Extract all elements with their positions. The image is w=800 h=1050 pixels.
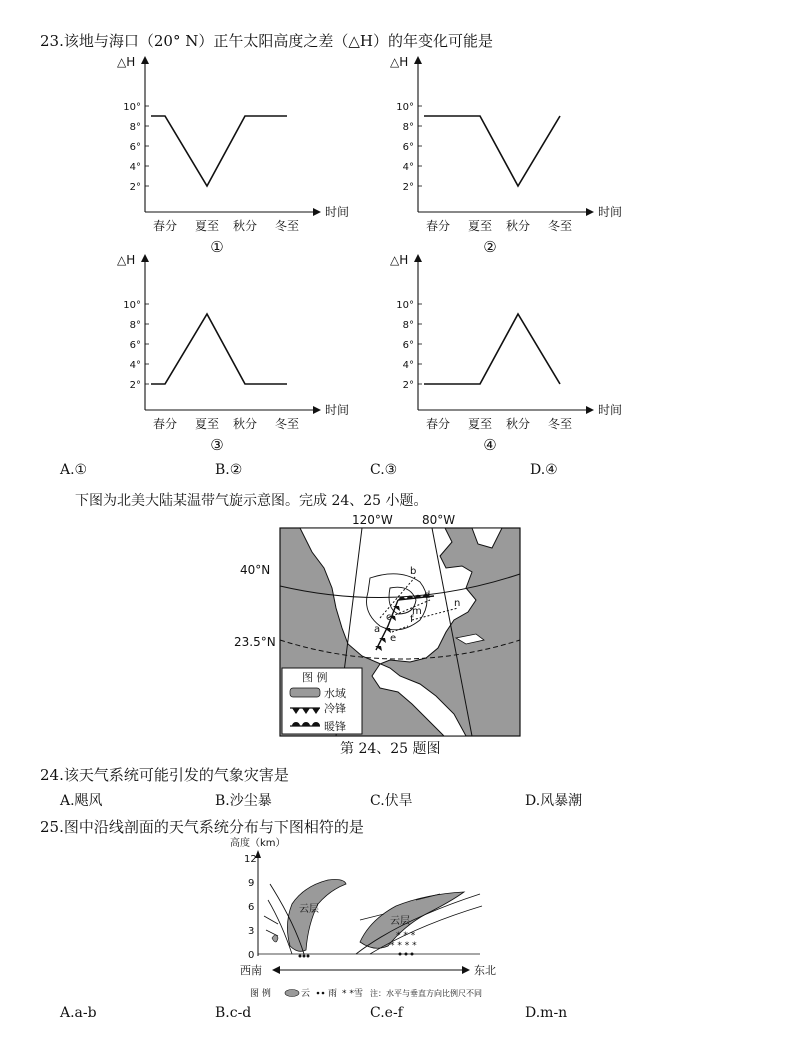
- chart2-x-tick: 冬至: [547, 219, 573, 233]
- chart4-x-tick: 秋分: [505, 417, 531, 431]
- chart1-y-label: △H: [117, 55, 136, 69]
- section-legend-rain: 雨: [328, 989, 338, 999]
- section-legend-cloud: 云: [301, 989, 311, 999]
- chart1-x-tick: 春分: [152, 219, 178, 233]
- point-n: n: [454, 598, 461, 609]
- chart4-y-label: △H: [390, 253, 409, 267]
- q23-stem: 23.该地与海口（20° N）正午太阳高度之差（△H）的年变化可能是: [40, 32, 493, 50]
- q23-option-c[interactable]: C.③: [370, 462, 398, 478]
- legend-warm-symbol: [292, 722, 320, 726]
- lon2-label: 80°W: [422, 513, 456, 527]
- intro-text: 下图为北美大陆某温带气旋示意图。完成 24、25 小题。: [75, 493, 428, 509]
- section-y-title: 高度（km）: [230, 838, 286, 849]
- cloud-left: [287, 880, 346, 952]
- q24-option-c[interactable]: C.伏旱: [370, 793, 413, 809]
- lon1-label: 120°W: [352, 513, 393, 527]
- point-m: m: [412, 606, 422, 617]
- point-d: d: [424, 590, 431, 601]
- chart2-y-tick: 6°: [402, 142, 414, 153]
- chart1-number: ①: [210, 238, 224, 256]
- svg-text:* * * *: * * * *: [390, 941, 417, 951]
- section-y-tick-9: 9: [248, 878, 255, 889]
- chart4-y-tick: 2°: [402, 380, 414, 391]
- svg-text:* * *: * * *: [396, 931, 416, 941]
- chart2-x-tick: 秋分: [505, 219, 531, 233]
- chart3-x-label: 时间: [325, 403, 350, 417]
- chart1-y-tick: 10°: [123, 102, 141, 113]
- q25-option-a[interactable]: A.a-b: [60, 1005, 97, 1021]
- chart3-y-tick: 4°: [129, 360, 141, 371]
- chart4-x-label: 时间: [598, 403, 623, 417]
- point-b: b: [410, 566, 417, 577]
- legend-cold-symbol: [292, 708, 320, 714]
- chart4-y-tick: 6°: [402, 340, 414, 351]
- q25-option-c[interactable]: C.e-f: [370, 1005, 403, 1021]
- svg-text:* *: * *: [342, 989, 354, 999]
- q24-option-d[interactable]: D.风暴潮: [525, 793, 583, 809]
- chart4-number: ④: [483, 436, 497, 454]
- point-a: a: [374, 624, 381, 635]
- chart2-y-tick: 4°: [402, 162, 414, 173]
- section-y-tick-6: 6: [248, 902, 255, 913]
- chart2-x-label: 时间: [598, 205, 623, 219]
- chart2-x-tick: 夏至: [467, 219, 493, 233]
- section-east: 东北: [474, 964, 496, 977]
- q23-option-a[interactable]: A.①: [60, 462, 88, 478]
- chart2-y-tick: 10°: [396, 102, 414, 113]
- section-y-tick-12: 12: [244, 854, 257, 865]
- q25-option-d[interactable]: D.m-n: [525, 1005, 568, 1021]
- chart1-series-line: [151, 116, 287, 186]
- chart3-number: ③: [210, 436, 224, 454]
- legend-cold-label: 冷锋: [324, 702, 346, 715]
- cloud-label-2: 云层: [390, 916, 410, 927]
- cross-section-figure: [220, 834, 540, 1004]
- q25-stem: 25.图中沿线剖面的天气系统分布与下图相符的是: [40, 818, 364, 836]
- chart4-y-tick: 8°: [402, 320, 414, 331]
- cyclone-map: [234, 508, 540, 758]
- chart3-y-tick: 2°: [129, 380, 141, 391]
- section-west: 西南: [240, 964, 262, 977]
- chart3-y-label: △H: [117, 253, 136, 267]
- chart1-x-tick: 冬至: [274, 219, 300, 233]
- q24-option-a[interactable]: A.飓风: [60, 793, 103, 809]
- section-y-tick-0: 0: [248, 950, 255, 961]
- point-f: f: [410, 614, 414, 625]
- section-y-tick-3: 3: [248, 926, 255, 937]
- q24-option-b[interactable]: B.沙尘暴: [215, 793, 272, 809]
- lat1-label: 40°N: [240, 563, 271, 577]
- point-c: c: [386, 612, 392, 623]
- q24-stem: 24.该天气系统可能引发的气象灾害是: [40, 766, 289, 784]
- chart2-series-line: [424, 116, 560, 186]
- lat2-label: 23.5°N: [234, 635, 276, 649]
- chart4-y-tick: 10°: [396, 300, 414, 311]
- chart3-x-tick: 冬至: [274, 417, 300, 431]
- chart1-x-tick: 夏至: [194, 219, 220, 233]
- chart1-y-tick: 6°: [129, 142, 141, 153]
- chart3-series-line: [151, 314, 287, 384]
- chart2-y-tick: 8°: [402, 122, 414, 133]
- chart3-x-tick: 春分: [152, 417, 178, 431]
- chart2-x-tick: 春分: [425, 219, 451, 233]
- chart4-x-tick: 夏至: [467, 417, 493, 431]
- q23-option-b[interactable]: B.②: [215, 462, 243, 478]
- chart4-x-tick: 冬至: [547, 417, 573, 431]
- chart4-series-line: [424, 314, 560, 384]
- chart1-x-label: 时间: [325, 205, 350, 219]
- chart3-y-tick: 6°: [129, 340, 141, 351]
- chart2-y-label: △H: [390, 55, 409, 69]
- chart3-x-tick: 夏至: [194, 417, 220, 431]
- legend-title: 图 例: [302, 671, 328, 684]
- chart3-y-tick: 10°: [123, 300, 141, 311]
- section-note: 注：水平与垂直方向比例尺不同: [370, 989, 482, 998]
- cloud-small: [272, 935, 278, 942]
- chart1-y-tick: 4°: [129, 162, 141, 173]
- chart4-y-tick: 4°: [402, 360, 414, 371]
- chart1-y-tick: 2°: [129, 182, 141, 193]
- chart2-y-tick: 2°: [402, 182, 414, 193]
- chart3-x-tick: 秋分: [232, 417, 258, 431]
- cloud-label-1: 云层: [299, 904, 319, 915]
- legend-water-swatch: [290, 688, 320, 697]
- q23-option-d[interactable]: D.④: [530, 462, 558, 478]
- section-legend-snow: 雪: [354, 989, 364, 999]
- section-legend-title: 图 例: [250, 989, 271, 999]
- chart4-x-tick: 春分: [425, 417, 451, 431]
- chart3-y-tick: 8°: [129, 320, 141, 331]
- chart2-number: ②: [483, 238, 497, 256]
- q23-charts: [0, 52, 800, 462]
- chart1-y-tick: 8°: [129, 122, 141, 133]
- legend-warm-label: 暖锋: [324, 720, 346, 733]
- legend-water-label: 水域: [324, 687, 346, 700]
- q25-option-b[interactable]: B.c-d: [215, 1005, 252, 1021]
- chart1-x-tick: 秋分: [232, 219, 258, 233]
- map-caption: 第 24、25 题图: [340, 741, 441, 757]
- point-e: e: [390, 633, 397, 644]
